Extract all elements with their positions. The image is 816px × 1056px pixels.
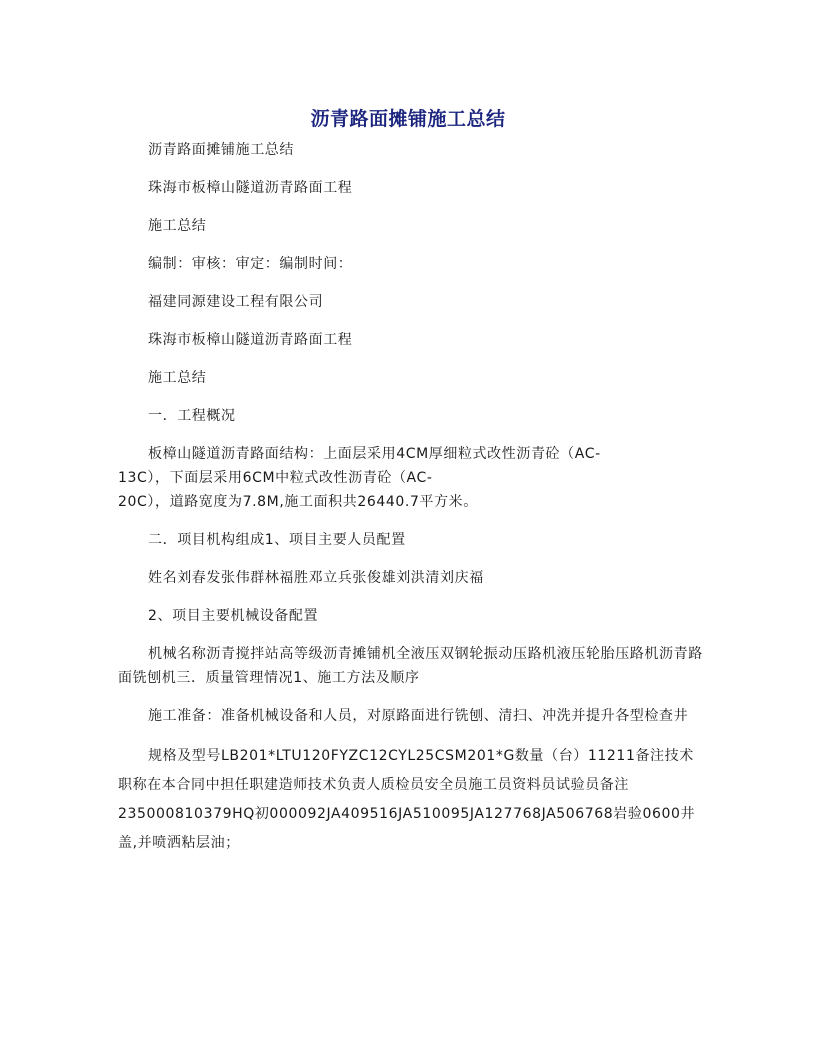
paragraph-structure [118,442,708,514]
paragraph-editors: 编制：审核：审定：编制时间： [148,256,353,272]
document-title: 沥青路面摊铺施工总结 [310,108,506,130]
paragraph-summary-label: 施工总结 [148,218,207,234]
paragraph-summary-label-2: 施工总结 [148,370,207,386]
structure-line-3: 20C），道路宽度为7.8M,施工面积共26440.7平方米。 [118,494,478,510]
paragraph-equipment-heading: 2、项目主要机械设备配置 [148,608,319,624]
paragraph-company: 福建同源建设工程有限公司 [148,294,324,310]
paragraph-project-name-2: 珠海市板樟山隧道沥青路面工程 [148,332,353,348]
paragraph-specs: 规格及型号LB201*LTU120FYZC12CYL25CSM201*G数量（台）11211备注技术职称在本合同中担任职建造师技术负责人质检员安全员施工员资料员试验员备注235000810379HQ初000092JA409516JA510095JA127768JA506768岩验0600井盖,并喷洒粘层油； [118,748,696,851]
paragraph-personnel: 姓名刘春发张伟群林福胜邓立兵张俊雄刘洪清刘庆福 [148,570,484,586]
paragraph-preparation: 施工准备：准备机械设备和人员，对原路面进行铣刨、清扫、冲洗并提升各型检查井 [148,708,689,724]
structure-line-2: 13C），下面层采用6CM中粒式改性沥青砼（AC- [118,470,433,486]
section-1-heading: 一．工程概况 [148,408,236,424]
paragraph-project-name: 珠海市板樟山隧道沥青路面工程 [148,180,353,196]
structure-line-1: 板樟山隧道沥青路面结构：上面层采用4CM厚细粒式改性沥青砼（AC- [148,446,601,462]
document-body [118,138,708,872]
section-2-heading: 二．项目机构组成1、项目主要人员配置 [148,532,406,548]
paragraph-heading: 沥青路面摊铺施工总结 [148,142,294,158]
paragraph-machinery: 机械名称沥青搅拌站高等级沥青摊铺机全液压双钢轮振动压路机液压轮胎压路机沥青路面铣刨机三．质量管理情况1、施工方法及顺序 [118,646,703,686]
